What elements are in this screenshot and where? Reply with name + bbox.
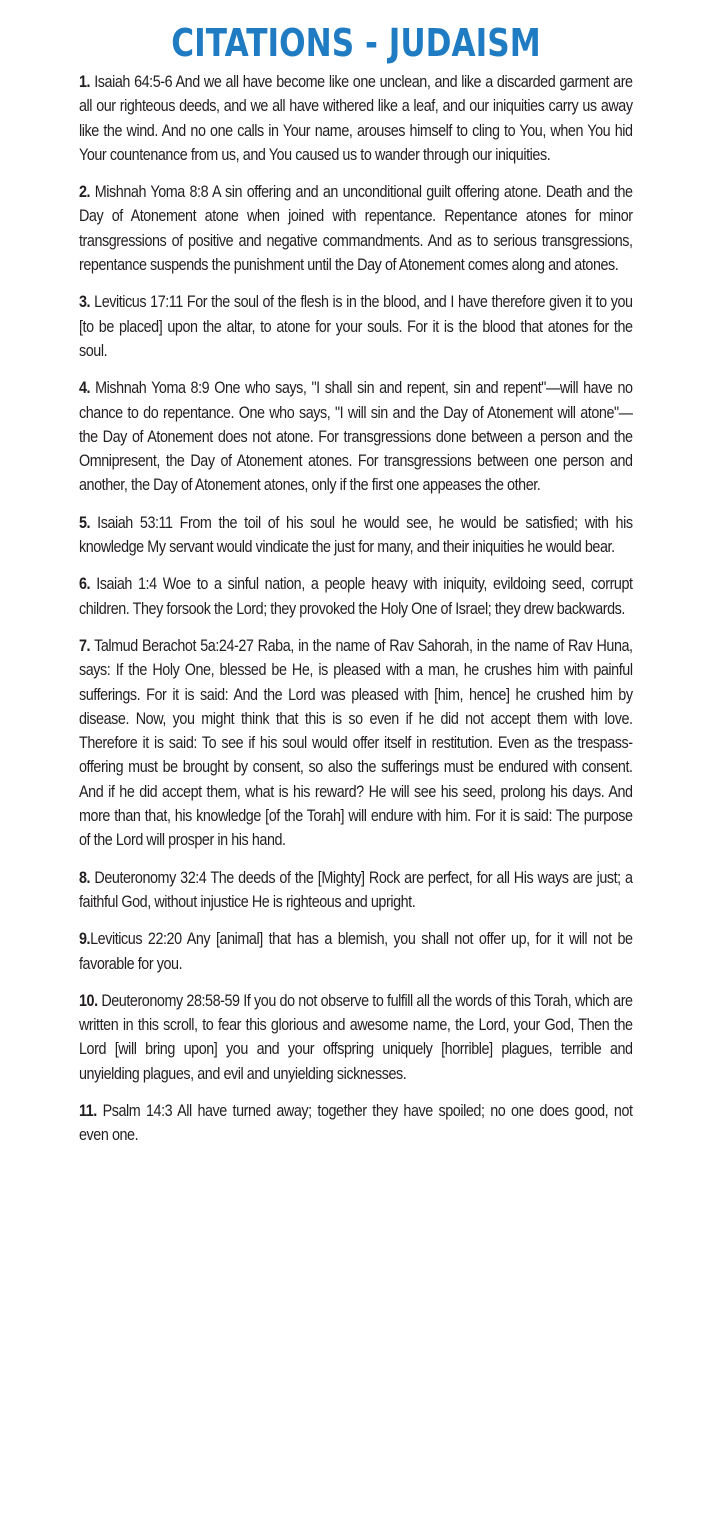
citation-text: Isaiah 53:11 From the toil of his soul he would see, he would be satisfied; with his knowledge My servant would vindicate the just for many, and their iniquities he would bear. [79, 512, 633, 557]
citation-text: Mishnah Yoma 8:8 A sin offering and an unconditional guilt offering atone. Death and the Day of Atonement atone when joined with repentance. Repentance atones for minor transgressions of positive and negative commandments. And as to serious transgressions, repentance suspends the punishment until the Day of Atonement comes along and atones. [79, 182, 633, 275]
citation-text: Leviticus 17:11 For the soul of the flesh is in the blood, and I have therefore given it to you [to be placed] upon the altar, to atone for your souls. For it is the blood that atones for the soul. [79, 292, 633, 360]
citation-text: Isaiah 1:4 Woe to a sinful nation, a people heavy with iniquity, evildoing seed, corrupt children. They forsook the Lord; they provoked the Holy One of Israel; they drew backwards. [79, 574, 633, 618]
citation-item [79, 1099, 633, 1148]
citation-item [79, 290, 633, 363]
citation-text: Deuteronomy 32:4 The deeds of the [Mighty] Rock are perfect, for all His ways are just; a faithful God, without injustice He is righteous and upright. [79, 867, 633, 911]
citation-number: 10. [79, 990, 98, 1010]
citation-item [79, 634, 633, 853]
citations-list [79, 70, 633, 1148]
citation-number: 8. [79, 867, 91, 887]
citation-text: Psalm 14:3 All have turned away; together they have spoiled; no one does good, not even one. [79, 1100, 633, 1145]
citation-item [79, 866, 633, 915]
citation-item [79, 70, 633, 167]
citation-number: 5. [79, 512, 91, 532]
citation-text: Talmud Berachot 5a:24-27 Raba, in the name of Rav Sahorah, in the name of Rav Huna, says: If the Holy One, blessed be He, is pleased with a man, he crushes him with painful sufferings. For it is said: And the Lord was pleased with [him, hence] he crushed him by disease. Now, you might think that this is so even if he did not accept them with love. Therefore it is said: To see if his soul would offer itself in restitution. Even as the trespass-offering must be brought by consent, so also the sufferings must be endured with consent. And if he did accept them, what is his reward? He will see his seed, prolong his days. And more than that, his knowledge [of the Torah] will endure with him. For it is said: The purpose of the Lord will prosper in his hand. [79, 635, 633, 850]
citation-number: 6. [79, 574, 91, 594]
citation-item [79, 180, 633, 277]
citation-item [79, 511, 633, 560]
citation-text: Mishnah Yoma 8:9 One who says, "I shall sin and repent, sin and repent"—will have no chance to do repentance. One who says, "I will sin and the Day of Atonement will atone"—the Day of Atonement does not atone. For transgressions done between a person and the Omnipresent, the Day of Atonement atones. For transgressions between one person and another, the Day of Atonement atones, only if the first one appeases the other. [79, 378, 633, 495]
citation-item [79, 376, 633, 497]
citation-number: 1. [79, 72, 91, 91]
citation-item [79, 989, 633, 1086]
citation-text: Isaiah 64:5-6 And we all have become like one unclean, and like a discarded garment are all our righteous deeds, and we all have withered like a leaf, and our iniquities carry us away like the wind. And no one calls in Your name, arouses himself to cling to You, when You hid Your countenance from us, and You caused us to wander through our iniquities. [79, 72, 633, 164]
citation-number: 3. [79, 292, 91, 312]
citation-number: 4. [79, 378, 91, 398]
citation-number: 11. [79, 1100, 97, 1120]
citation-item [79, 927, 633, 976]
citation-number: 7. [79, 635, 91, 655]
citation-text: Deuteronomy 28:58-59 If you do not observe to fulfill all the words of this Torah, which are written in this scroll, to fear this glorious and awesome name, the Lord, your God, Then the Lord [will bring upon] you and your offspring uniquely [horrible] plagues, terrible and unyielding plagues, and evil and unyielding sicknesses. [79, 990, 633, 1083]
citation-number: 2. [79, 182, 91, 202]
page-title: CITATIONS - JUDAISM [171, 21, 541, 65]
citation-number: 9. [79, 929, 91, 949]
citation-item [79, 572, 633, 621]
citation-text: Leviticus 22:20 Any [animal] that has a blemish, you shall not offer up, for it will not be favorable for you. [79, 929, 633, 973]
